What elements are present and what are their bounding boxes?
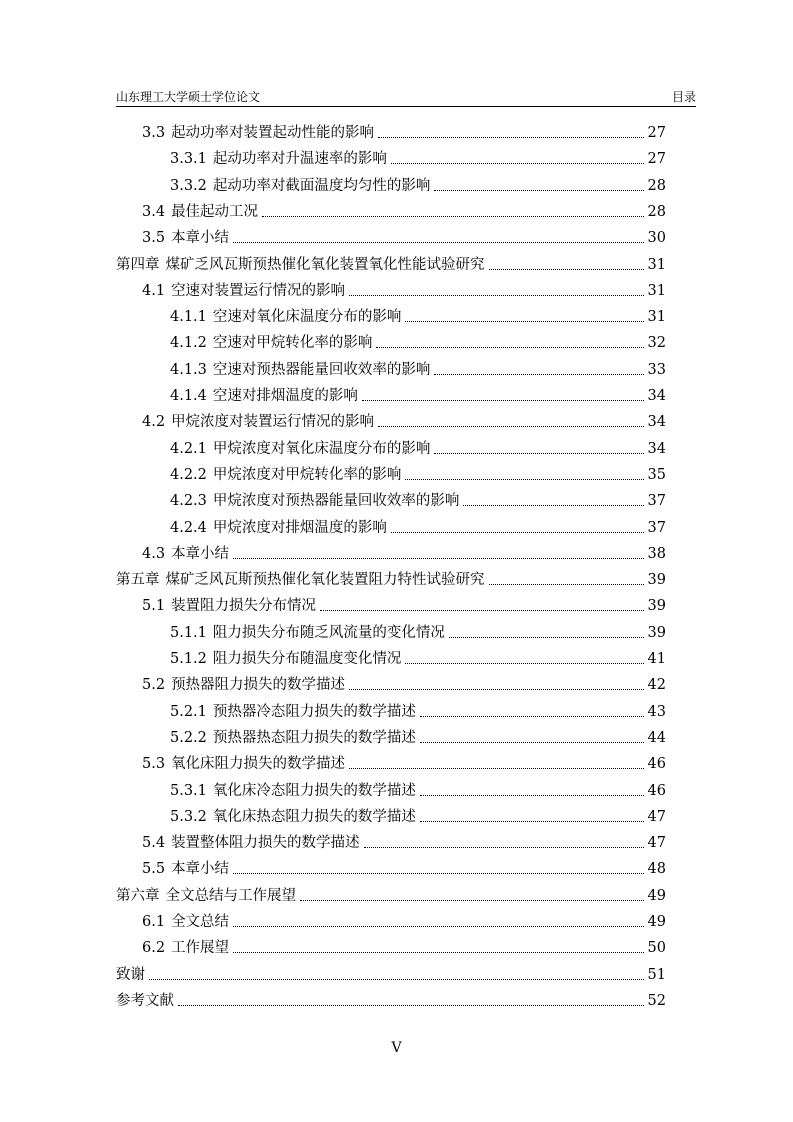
toc-entry-page: 47 — [647, 835, 666, 852]
toc-entry-page: 38 — [647, 545, 666, 562]
toc-entry-title: 甲烷浓度对预热器能量回收效率的影响 — [212, 493, 460, 510]
toc-entry-title: 阻力损失分布随温度变化情况 — [212, 651, 402, 667]
toc-entry-page: 27 — [647, 151, 666, 168]
toc-dot-leader — [364, 847, 644, 848]
toc-entry-title: 本章小结 — [171, 545, 230, 562]
toc-entry[interactable] — [142, 274, 666, 300]
toc-dot-leader — [233, 242, 643, 243]
toc-dot-leader — [376, 347, 643, 348]
toc-entry-title: 煤矿乏风瓦斯预热催化氧化装置氧化性能试验研究 — [165, 256, 485, 273]
toc-dot-leader — [233, 952, 643, 953]
toc-entry-number: 5.2.2 — [170, 729, 207, 746]
toc-entry[interactable] — [170, 511, 666, 537]
toc-entry-page: 43 — [647, 703, 666, 720]
toc-entry-number: 4.2.3 — [170, 493, 207, 510]
toc-entry-number: 5.3.2 — [170, 808, 207, 825]
toc-entry-page: 32 — [647, 335, 666, 352]
toc-entry[interactable] — [142, 852, 666, 878]
toc-entry-number: 5.2 — [142, 677, 166, 694]
toc-dot-leader — [405, 663, 643, 664]
toc-entry-page: 46 — [647, 782, 666, 799]
toc-entry[interactable] — [142, 405, 666, 431]
toc-entry-title: 甲烷浓度对氧化床温度分布的影响 — [212, 440, 431, 457]
toc-dot-leader — [149, 979, 644, 980]
toc-dot-leader — [391, 163, 644, 164]
toc-entry-page: 41 — [647, 651, 666, 667]
toc-entry[interactable] — [142, 195, 666, 221]
toc-entry-title: 空速对预热器能量回收效率的影响 — [212, 361, 431, 378]
toc-entry-page: 33 — [647, 361, 666, 378]
toc-dot-leader — [262, 216, 643, 217]
toc-entry[interactable] — [170, 721, 666, 747]
toc-entry-title: 预热器热态阻力损失的数学描述 — [212, 729, 416, 746]
toc-entry[interactable] — [170, 458, 666, 484]
toc-dot-leader — [320, 610, 643, 611]
toc-entry-page: 47 — [647, 808, 666, 825]
toc-dot-leader — [420, 821, 644, 822]
toc-entry-number: 5.2.1 — [170, 703, 207, 720]
toc-entry[interactable] — [142, 826, 666, 852]
toc-dot-leader — [349, 689, 643, 690]
toc-entry-number: 4.1.3 — [170, 361, 207, 378]
toc-dot-leader — [434, 374, 643, 375]
toc-entry-title: 工作展望 — [171, 940, 230, 957]
toc-entry-number: 4.1 — [142, 282, 166, 299]
toc-entry-number: 4.3 — [142, 545, 166, 562]
toc-entry-number: 3.5 — [142, 230, 166, 247]
toc-entry-title: 氧化床冷态阻力损失的数学描述 — [212, 782, 416, 799]
page-number: V — [391, 1040, 402, 1056]
toc-entry-page: 50 — [647, 940, 666, 957]
toc-entry-title: 最佳起动工况 — [171, 203, 259, 220]
toc-entry-page: 28 — [647, 177, 666, 194]
toc-entry-page: 49 — [647, 914, 666, 930]
toc-entry-number: 4.2.1 — [170, 440, 207, 457]
toc-entry[interactable] — [142, 747, 666, 773]
toc-dot-leader — [349, 295, 643, 296]
toc-entry[interactable] — [170, 484, 666, 510]
toc-entry[interactable] — [170, 300, 666, 326]
toc-entry-number: 5.3.1 — [170, 782, 207, 799]
toc-entry[interactable] — [170, 800, 666, 826]
toc-entry-page: 31 — [647, 282, 666, 299]
toc-entry-title: 装置整体阻力损失的数学描述 — [171, 835, 360, 852]
toc-entry-number: 4.2.2 — [170, 466, 207, 483]
toc-entry[interactable] — [142, 116, 666, 142]
toc-entry-number: 6.1 — [142, 914, 166, 930]
toc-entry[interactable] — [142, 931, 666, 957]
toc-entry-title: 空速对甲烷转化率的影响 — [212, 335, 373, 352]
toc-dot-leader — [463, 505, 643, 506]
toc-dot-leader — [362, 400, 644, 401]
toc-dot-leader — [434, 453, 643, 454]
toc-entry-page: 39 — [647, 624, 666, 641]
toc-entry-title: 甲烷浓度对排烟温度的影响 — [212, 519, 387, 536]
toc-entry[interactable] — [142, 221, 666, 247]
toc-entry-number: 3.4 — [142, 203, 166, 220]
toc-dot-leader — [300, 900, 644, 901]
toc-entry[interactable] — [142, 537, 666, 563]
toc-entry[interactable] — [170, 432, 666, 458]
toc-entry-title: 氧化床阻力损失的数学描述 — [171, 756, 346, 773]
toc-entry-title: 预热器冷态阻力损失的数学描述 — [212, 703, 416, 720]
toc-entry[interactable] — [170, 774, 666, 800]
toc-entry-page: 31 — [647, 256, 666, 273]
toc-entry-page: 30 — [647, 230, 666, 247]
toc-entry-page: 39 — [647, 572, 666, 589]
toc-entry-page: 34 — [647, 388, 666, 404]
toc-entry-number: 3.3.2 — [170, 177, 207, 194]
toc-entry-title: 全文总结 — [171, 914, 230, 930]
toc-dot-leader — [405, 479, 643, 480]
toc-entry-page: 34 — [647, 414, 666, 431]
toc-entry[interactable] — [142, 905, 666, 931]
toc-entry[interactable] — [170, 379, 666, 405]
toc-dot-leader — [489, 584, 644, 585]
toc-entry-number: 6.2 — [142, 940, 166, 957]
toc-dot-leader — [178, 1005, 644, 1006]
toc-entry-number: 第五章 — [116, 572, 160, 589]
toc-entry[interactable] — [116, 879, 666, 905]
toc-dot-leader — [233, 558, 643, 559]
toc-entry-number: 3.3.1 — [170, 151, 207, 168]
toc-entry-page: 37 — [647, 519, 666, 536]
toc-dot-leader — [391, 532, 644, 533]
toc-entry-page: 27 — [647, 125, 666, 141]
toc-entry-title: 阻力损失分布随乏风流量的变化情况 — [212, 624, 445, 641]
toc-entry-title: 全文总结与工作展望 — [165, 887, 296, 904]
header-thesis-title: 山东理工大学硕士学位论文 — [116, 90, 261, 104]
toc-entry-page: 34 — [647, 440, 666, 457]
toc-entry-page: 31 — [647, 309, 666, 326]
page-header — [116, 86, 696, 107]
toc-entry-title: 氧化床热态阻力损失的数学描述 — [212, 808, 416, 825]
toc-entry-title: 本章小结 — [171, 230, 230, 247]
toc-entry-title: 致谢 — [116, 966, 145, 983]
toc-entry-title: 装置阻力损失分布情况 — [171, 598, 317, 615]
toc-dot-leader — [233, 926, 643, 927]
toc-entry-number: 4.1.4 — [170, 388, 207, 404]
toc-entry-page: 49 — [647, 887, 666, 904]
toc-entry-number: 5.3 — [142, 756, 166, 773]
toc-entry-title: 煤矿乏风瓦斯预热催化氧化装置阻力特性试验研究 — [165, 572, 485, 589]
toc-entry-number: 5.5 — [142, 861, 166, 878]
toc-entry-title: 甲烷浓度对甲烷转化率的影响 — [212, 466, 402, 483]
toc-entry-number: 3.3 — [142, 125, 166, 141]
toc-dot-leader — [378, 137, 643, 138]
toc-entry[interactable] — [170, 142, 666, 168]
toc-entry[interactable] — [170, 169, 666, 195]
toc-entry-title: 起动功率对升温速率的影响 — [212, 151, 387, 168]
toc-entry-title: 空速对装置运行情况的影响 — [171, 282, 346, 299]
toc-entry[interactable] — [170, 642, 666, 668]
toc-entry-title: 甲烷浓度对装置运行情况的影响 — [171, 414, 375, 431]
toc-dot-leader — [349, 768, 643, 769]
toc-entry-number: 5.1.2 — [170, 651, 207, 667]
toc-entry-number: 4.2 — [142, 414, 166, 431]
toc-entry-number: 5.1.1 — [170, 624, 207, 641]
toc-entry-page: 35 — [647, 466, 666, 483]
toc-entry-page: 37 — [647, 493, 666, 510]
toc-entry-page: 44 — [647, 729, 666, 746]
toc-entry-title: 空速对氧化床温度分布的影响 — [212, 309, 402, 326]
toc-entry[interactable] — [170, 695, 666, 721]
toc-entry-title: 起动功率对装置起动性能的影响 — [171, 125, 375, 141]
toc-dot-leader — [420, 795, 644, 796]
toc-dot-leader — [420, 742, 644, 743]
toc-entry[interactable] — [142, 668, 666, 694]
toc-dot-leader — [420, 716, 644, 717]
toc-entry-number: 5.4 — [142, 835, 166, 852]
toc-entry[interactable] — [170, 326, 666, 352]
toc-dot-leader — [434, 190, 643, 191]
toc-entry-number: 5.1 — [142, 598, 166, 615]
toc-entry-number: 4.1.1 — [170, 309, 207, 326]
toc-entry[interactable] — [116, 958, 666, 984]
toc-entry[interactable] — [116, 248, 666, 274]
toc-entry[interactable] — [142, 589, 666, 615]
toc-entry-page: 39 — [647, 598, 666, 615]
toc-entry[interactable] — [116, 563, 666, 589]
toc-entry[interactable] — [170, 616, 666, 642]
toc-dot-leader — [378, 426, 643, 427]
toc-entry-title: 预热器阻力损失的数学描述 — [171, 677, 346, 694]
toc-entry-title: 本章小结 — [171, 861, 230, 878]
toc-entry-title: 空速对排烟温度的影响 — [212, 388, 358, 404]
toc-entry[interactable] — [116, 984, 666, 1010]
toc-dot-leader — [489, 269, 644, 270]
toc-entry-title: 参考文献 — [116, 992, 174, 1009]
toc-dot-leader — [449, 637, 644, 638]
toc-entry-title: 起动功率对截面温度均匀性的影响 — [212, 177, 431, 194]
toc-entry-page: 51 — [647, 966, 666, 983]
toc-dot-leader — [233, 873, 643, 874]
toc-entry-number: 4.1.2 — [170, 335, 207, 352]
toc-entry-page: 52 — [647, 992, 666, 1009]
toc-entry-page: 42 — [647, 677, 666, 694]
toc-entry[interactable] — [170, 353, 666, 379]
toc-entry-number: 第四章 — [116, 256, 160, 273]
toc-entry-page: 48 — [647, 861, 666, 878]
toc-dot-leader — [405, 321, 643, 322]
header-section-title: 目录 — [671, 90, 696, 104]
toc-entry-number: 4.2.4 — [170, 519, 207, 536]
toc-entry-page: 28 — [647, 203, 666, 220]
toc-entry-number: 第六章 — [116, 887, 160, 904]
toc-entry-page: 46 — [647, 756, 666, 773]
